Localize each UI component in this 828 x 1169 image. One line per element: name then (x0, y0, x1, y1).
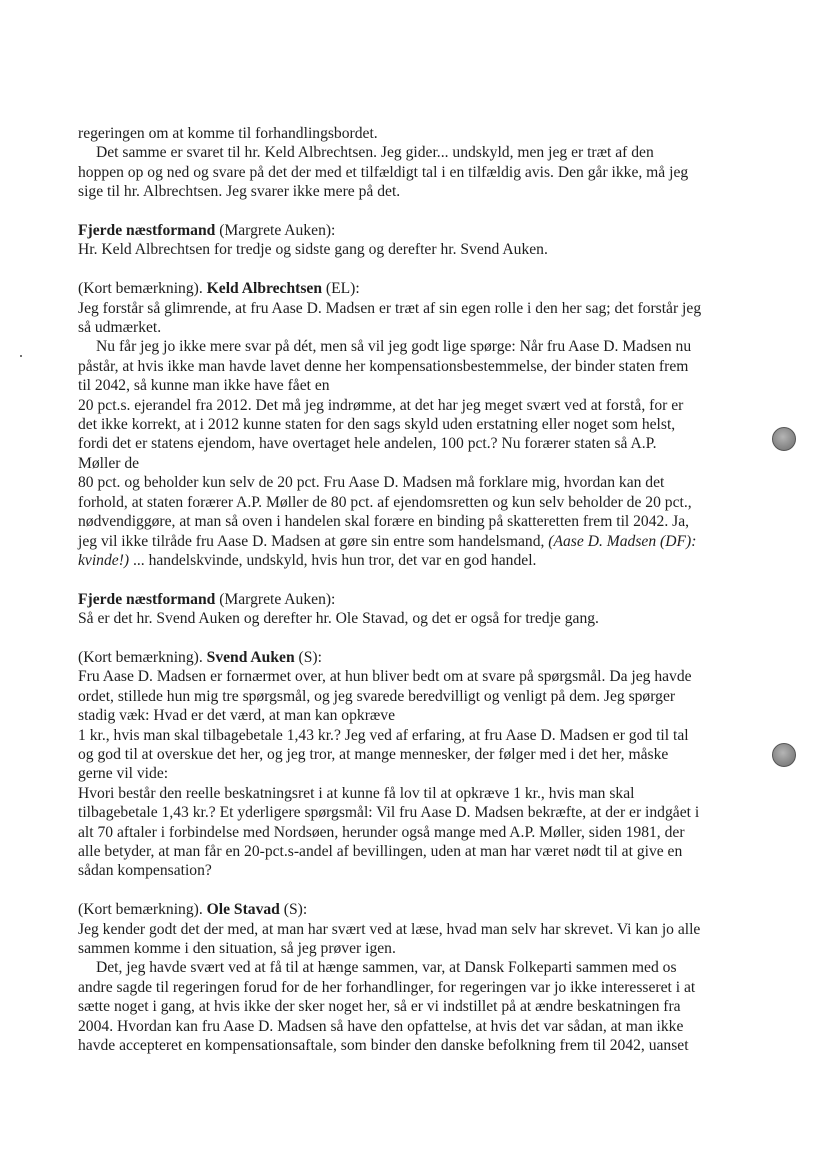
text-line: 2004. Hvordan kan fru Aase D. Madsen så have den opfattelse, at hvis det var sådan, at man ikke (78, 1017, 684, 1035)
text-line: regeringen om at komme til forhandlingsbordet. (78, 125, 378, 142)
text-line: sige til hr. Albrechtsen. Jeg svarer ikke mere på det. (78, 183, 401, 201)
text-line: påstår, at hvis ikke man havde lavet denne her kompensationsbestemmelse, der binder staten frem (78, 357, 689, 375)
speaker-heading (78, 900, 762, 919)
speaker-role: (S): (294, 648, 322, 666)
speaker-role: (S): (279, 901, 308, 919)
text-line: Det samme er svaret til hr. Keld Albrechtsen. Jeg gider... undskyld, men jeg er træt af den (96, 144, 654, 162)
text-line: og god til at overskue det her, og jeg tror, at mange mennesker, der følger med i det her, måske (78, 745, 669, 763)
text-segment: ... handelskvinde, undskyld, hvis hun tror, det var en god handel. (129, 551, 537, 569)
scan-speck-icon (20, 355, 22, 357)
speaker-prefix: (Kort bemærkning). (78, 280, 207, 298)
speaker-heading (78, 590, 762, 609)
text-line: Hr. Keld Albrechtsen for tredje og sidste gang og derefter hr. Svend Auken. (78, 241, 548, 259)
text-segment: jeg vil ikke tilråde fru Aase D. Madsen at gøre sin entre som handelsmand, (78, 532, 549, 550)
text-line: hoppen op og ned og svare på det der med et tilfældigt tal i en tilfældig avis. Den går ikke, må jeg (78, 163, 689, 181)
text-line: sammen komme i den situation, så jeg prøver igen. (78, 939, 396, 957)
text-line: ordet, stillede hun mig tre spørgsmål, og jeg svarede beredvilligt og venligt på dem. Jeg spørger (78, 687, 676, 705)
speaker-name: Fjerde næstformand (78, 222, 216, 240)
punch-hole-icon (772, 743, 796, 767)
text-line: alle betyder, at man får en 20-pct.s-andel af bevillingen, uden at man har været nødt til at give en (78, 842, 683, 860)
document-page (78, 124, 762, 1055)
text-line: det ikke korrekt, at i 2012 kunne staten for den sags skyld uden erstatning eller noget som helst, (78, 416, 676, 434)
speaker-name: Ole Stavad (206, 901, 280, 919)
text-line (78, 551, 762, 570)
speaker-name: Fjerde næstformand (78, 590, 216, 608)
text-line: sætte noget i gang, at hvis ikke der sker noget her, så er vi indstillet på at ændre beskatningen fra (78, 998, 681, 1016)
text-line: sådan kompensation? (78, 862, 212, 880)
text-line: Møller de (78, 454, 140, 472)
punch-hole-icon (772, 427, 796, 451)
text-line: Jeg forstår så glimrende, at fru Aase D. Madsen er træt af sin egen rolle i den her sag; det forstår jeg (78, 299, 702, 317)
speaker-name: Keld Albrechtsen (206, 280, 323, 298)
interjection: (Aase D. Madsen (DF): (548, 532, 697, 550)
text-line: Nu får jeg jo ikke mere svar på dét, men så vil jeg godt lige spørge: Når fru Aase D. Madsen nu (96, 338, 692, 356)
text-line: fordi det er statens ejendom, have overtaget hele andelen, 100 pct.? Nu forærer staten så A.P. (78, 435, 657, 453)
text-line: Det, jeg havde svært ved at få til at hænge sammen, var, at Dansk Folkeparti sammen med os (96, 959, 677, 977)
speaker-role: (Margrete Auken): (215, 222, 336, 240)
text-line: havde accepteret en kompensationsaftale, som binder den danske befolkning frem til 2042, uanset (78, 1037, 689, 1055)
speaker-heading (78, 221, 762, 240)
text-line: gerne vil vide: (78, 765, 169, 783)
speaker-role: (Margrete Auken): (215, 590, 336, 608)
text-line: 80 pct. og beholder kun selv de 20 pct. Fru Aase D. Madsen må forklare mig, hvordan kan det (78, 474, 665, 492)
speaker-role: (EL): (322, 280, 360, 298)
text-line: andre sagde til regeringen forud for de her forhandlinger, for regeringen var jo ikke interesseret i at (78, 978, 696, 996)
text-line: Hvori består den reelle beskatningsret i at kunne få lov til at opkræve 1 kr., hvis man skal (78, 784, 635, 802)
text-line: forhold, at staten forærer A.P. Møller de 80 pct. af ejendomsretten og kun selv beholder de 20 pct., (78, 493, 692, 511)
text-line: nødvendiggøre, at man så oven i handelen skal forære en binding på skatteretten frem til 2042. Ja, (78, 513, 690, 531)
speaker-prefix: (Kort bemærkning). (78, 901, 207, 919)
text-line: så udmærket. (78, 319, 162, 337)
text-line: stadig væk: Hvad er det værd, at man kan opkræve (78, 707, 396, 725)
speaker-heading (78, 648, 762, 667)
speaker-heading (78, 279, 762, 298)
text-line: Fru Aase D. Madsen er fornærmet over, at hun bliver bedt om at svare på spørgsmål. Da jeg havde (78, 668, 692, 686)
text-line: 1 kr., hvis man skal tilbagebetale 1,43 kr.? Jeg ved af erfaring, at fru Aase D. Madsen er god til tal (78, 726, 689, 744)
text-line: 20 pct.s. ejerandel fra 2012. Det må jeg indrømme, at det har jeg meget svært ved at forstå, for er (78, 396, 684, 414)
text-line: til 2042, så kunne man ikke have fået en (78, 377, 330, 395)
text-line: Jeg kender godt det der med, at man har svært ved at læse, hvad man selv har skrevet. Vi kan jo alle (78, 920, 701, 938)
text-line: tilbagebetale 1,43 kr.? Et yderligere spørgsmål: Vil fru Aase D. Madsen bekræfte, at der er indgået i (78, 804, 700, 822)
speaker-prefix: (Kort bemærkning). (78, 648, 207, 666)
text-line: alt 70 aftaler i forbindelse med Nordsøen, herunder også mange med A.P. Møller, siden 1981, der (78, 823, 685, 841)
interjection: kvinde!) (78, 551, 130, 569)
speaker-name: Svend Auken (206, 648, 295, 666)
text-line (78, 532, 762, 551)
text-line: Så er det hr. Svend Auken og derefter hr. Ole Stavad, og det er også for tredje gang. (78, 610, 599, 628)
